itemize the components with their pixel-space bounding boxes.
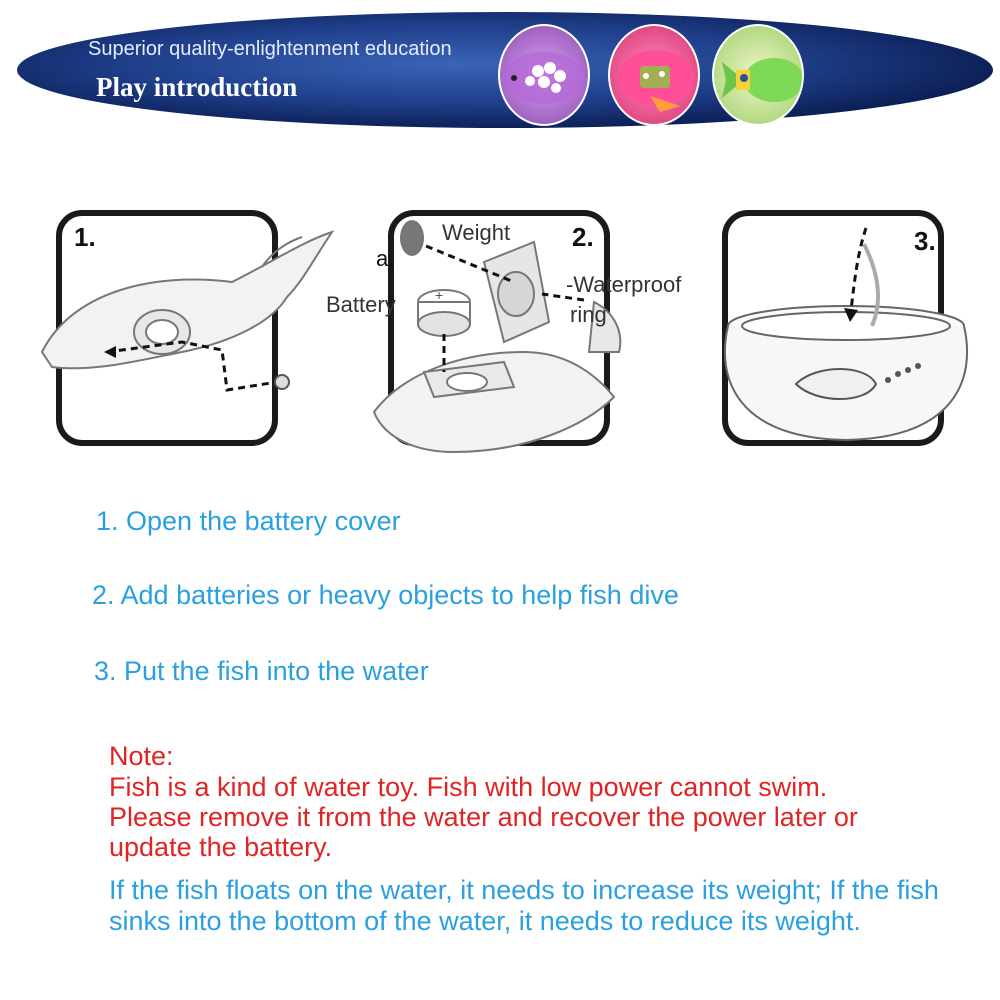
step-2-sub-label: a.	[376, 246, 395, 271]
instruction-step-1: 1. Open the battery cover	[96, 506, 401, 536]
step-1-panel	[56, 210, 278, 446]
weight-tip: If the fish floats on the water, it needs to increase its weight; If the fish sinks into the bottom of the water, it needs to reduce its weight.	[109, 875, 939, 936]
battery-label: Battery	[326, 292, 396, 317]
note-heading: Note:	[109, 741, 174, 771]
banner	[0, 0, 1000, 140]
instruction-step-2: 2. Add batteries or heavy objects to help fish dive	[92, 580, 679, 610]
svg-text:+: +	[435, 287, 444, 303]
note-line-1: Fish is a kind of water toy. Fish with low power cannot swim.	[109, 772, 828, 802]
step-3-number: 3.	[914, 226, 936, 256]
green-fish-thumbnail	[712, 24, 804, 126]
step-2-number: 2.	[572, 222, 594, 252]
fish-bowl-water-illustration	[716, 208, 976, 448]
waterproof-ring-label-line2: ring	[570, 302, 607, 327]
note-line-3: update the battery.	[109, 832, 333, 862]
note-line-2: Please remove it from the water and recover the power later or	[109, 802, 858, 832]
instruction-step-3: 3. Put the fish into the water	[94, 656, 429, 686]
weight-label: Weight	[442, 220, 511, 245]
banner-title: Play introduction	[96, 72, 298, 102]
waterproof-ring-label-line1: -Waterproof	[566, 272, 682, 297]
pink-fish-thumbnail	[608, 24, 700, 126]
step-3-panel	[722, 210, 944, 446]
step-1-number: 1.	[74, 222, 96, 252]
banner-subtitle: Superior quality-enlightenment education	[88, 38, 452, 60]
purple-fish-thumbnail	[498, 24, 590, 126]
step-2-panel	[326, 210, 682, 446]
